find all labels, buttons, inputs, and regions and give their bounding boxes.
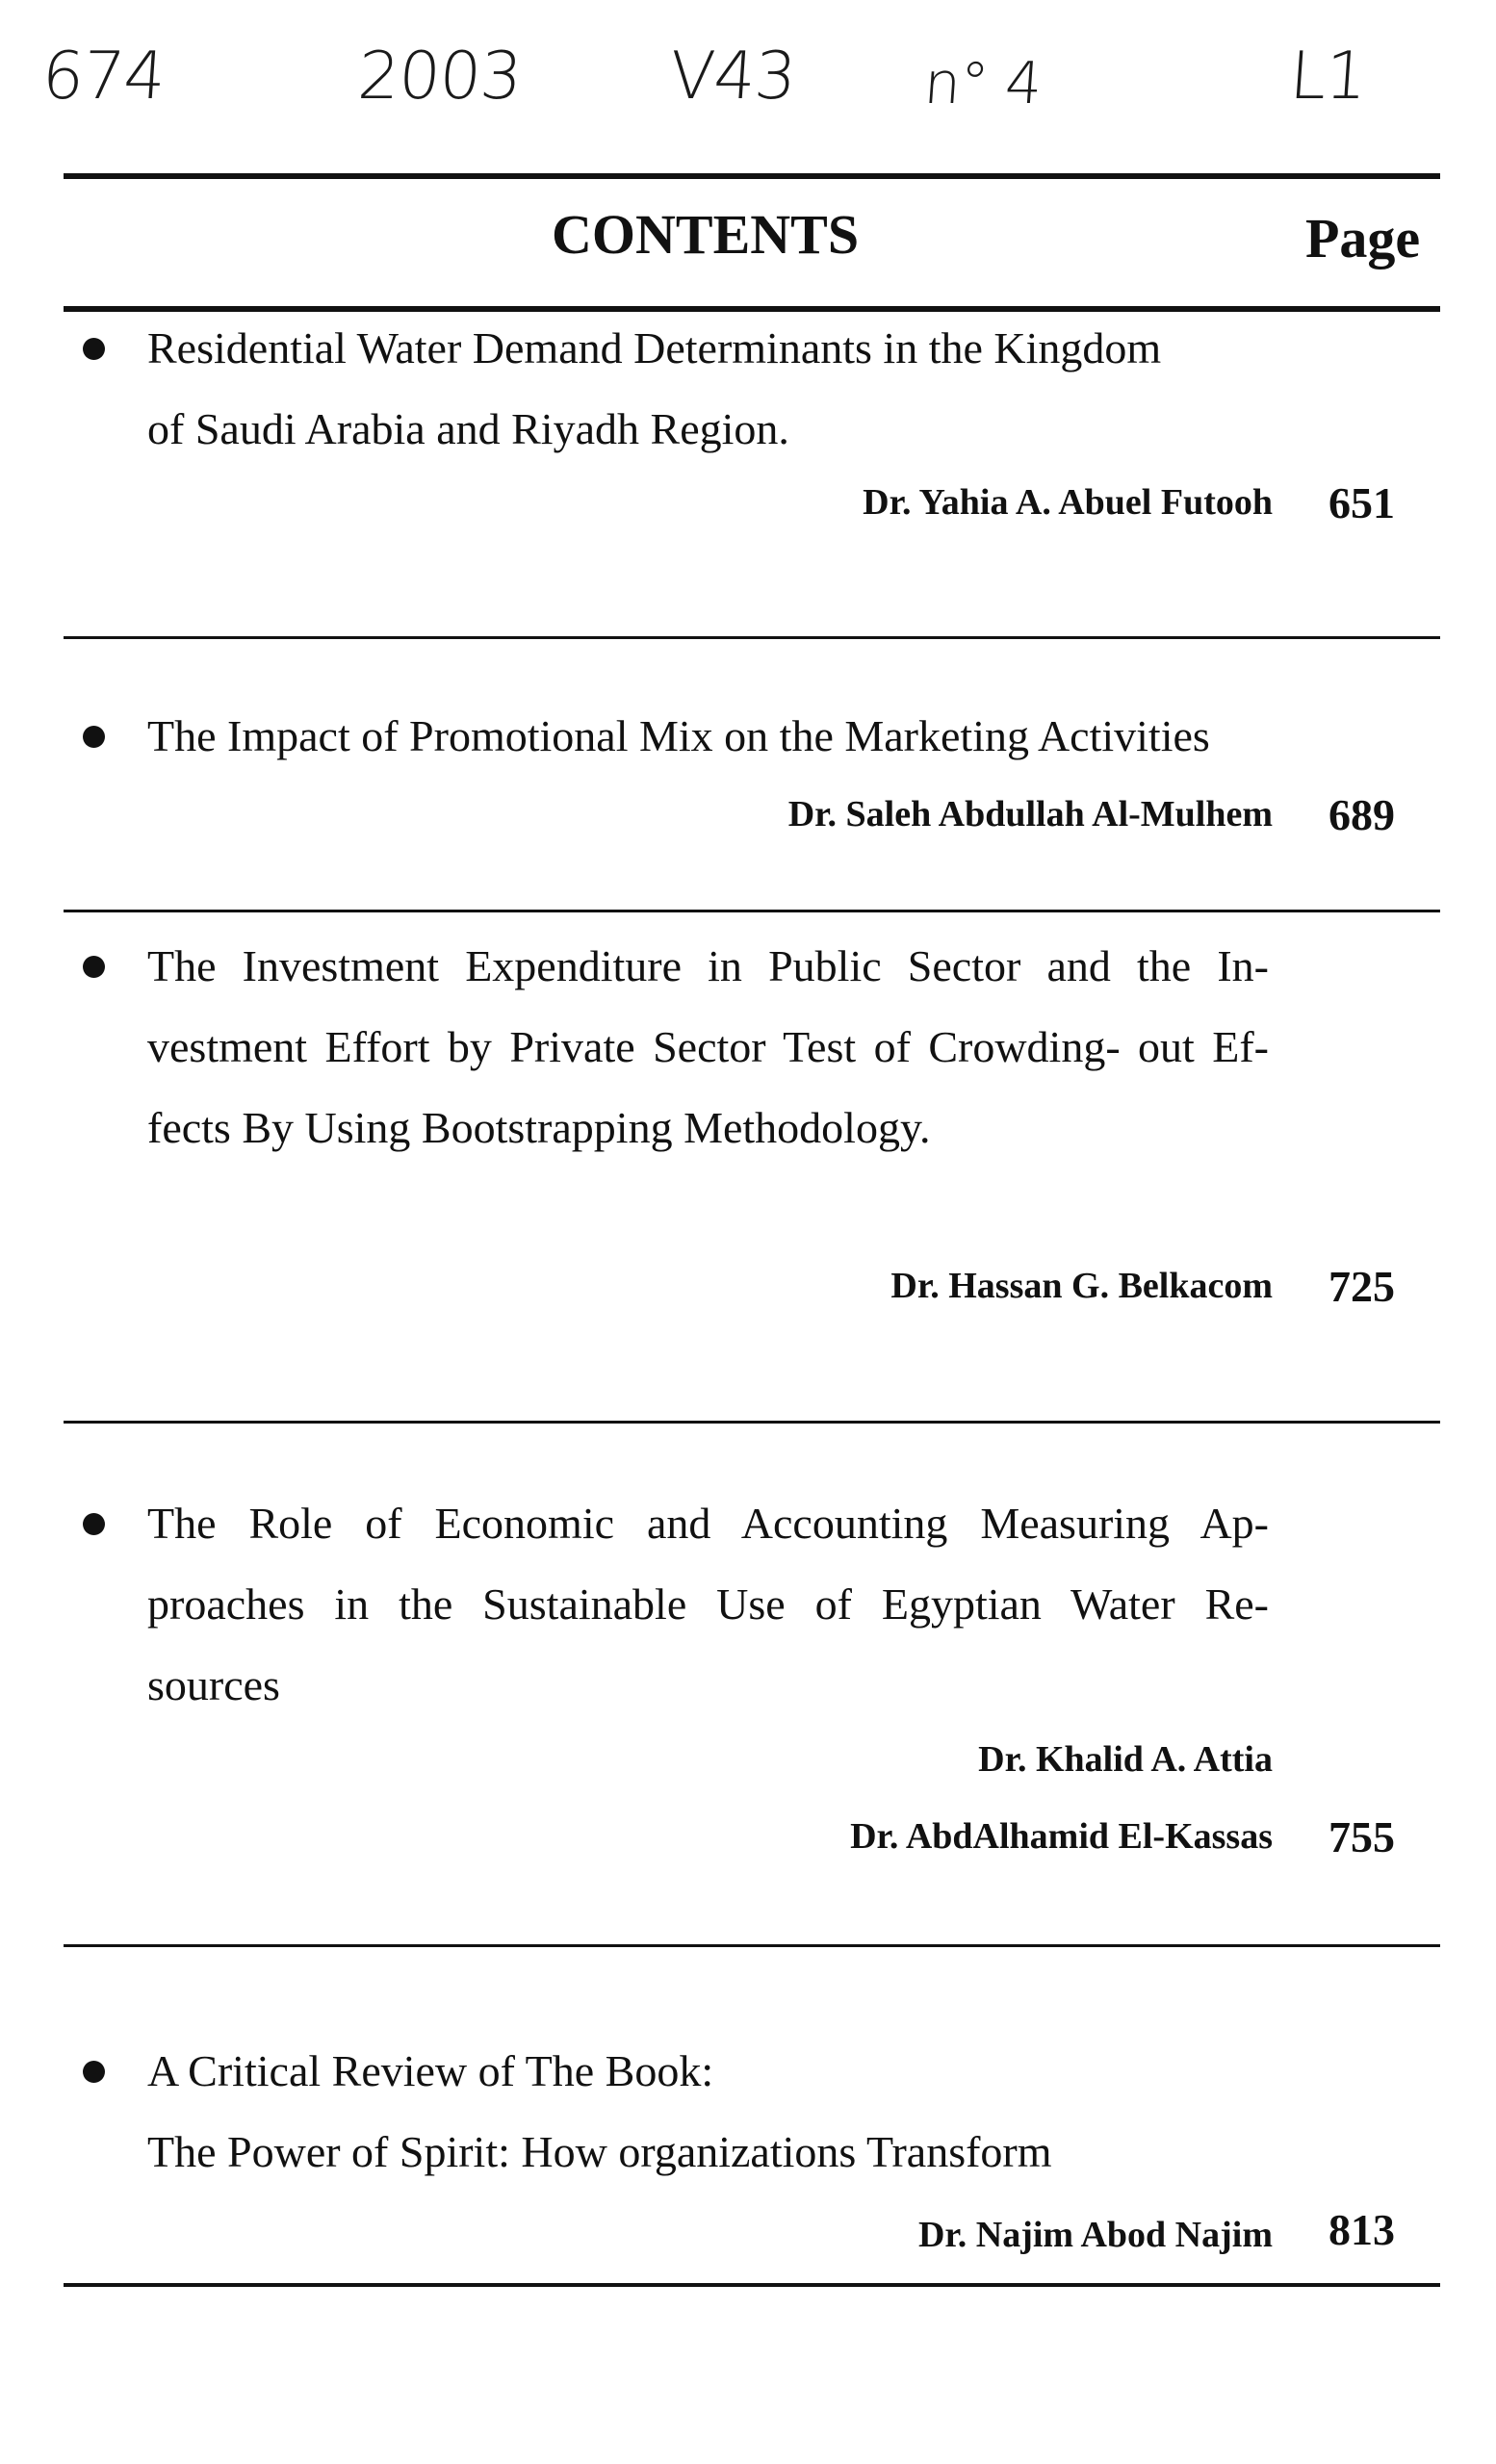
entry-title-line: vestment Effort by Private Sector Test of Crowding- out Ef- [147, 1022, 1269, 1071]
entry-page-number: 755 [1328, 1812, 1395, 1861]
header-top-rule [64, 173, 1440, 179]
bullet-icon [83, 1513, 105, 1535]
entry-title-line: The Investment Expenditure in Public Sector and the In- [147, 941, 1269, 990]
entry-author: Dr. Hassan G. Belkacom [890, 1266, 1273, 1306]
entry-author: Dr. Najim Abod Najim [917, 2215, 1273, 2255]
handwritten-code: 674 [39, 38, 168, 115]
entry-page-number: 651 [1328, 478, 1395, 527]
entry-divider [64, 636, 1440, 639]
contents-title: CONTENTS [552, 203, 860, 266]
entry-title-line: fects By Using Bootstrapping Methodology. [147, 1103, 931, 1152]
entry-title-line: of Saudi Arabia and Riyadh Region. [147, 404, 789, 453]
entry-title-line: The Impact of Promotional Mix on the Marketing Activities [147, 711, 1210, 760]
entry-page-number: 689 [1328, 790, 1395, 839]
page-column-label: Page [1305, 207, 1421, 270]
bullet-icon [83, 338, 105, 360]
entry-page-number: 813 [1328, 2205, 1395, 2254]
entry-page-number: 725 [1328, 1262, 1395, 1311]
handwritten-volume: V43 [667, 38, 798, 115]
handwritten-number: n° 4 [921, 50, 1044, 117]
entry-title [147, 926, 1274, 1168]
entry-title [147, 2031, 1274, 2193]
entry-title [147, 1483, 1274, 1726]
entry-author: Dr. Saleh Abdullah Al-Mulhem [787, 794, 1273, 834]
bullet-icon [83, 956, 105, 978]
bullet-icon [83, 726, 105, 748]
entry-title [147, 696, 1274, 777]
entry-author: Dr. AbdAlhamid El-Kassas [850, 1816, 1273, 1857]
entry-divider [64, 1944, 1440, 1947]
entry-author: Dr. Khalid A. Attia [978, 1739, 1273, 1780]
handwritten-year: 2003 [355, 38, 524, 115]
entry-title-line: The Role of Economic and Accounting Measuring Ap- [147, 1499, 1269, 1548]
bottom-rule [64, 2283, 1440, 2287]
entry-title-line: A Critical Review of The Book: [147, 2046, 714, 2095]
entry-title-line: Residential Water Demand Determinants in the Kingdom [147, 323, 1162, 372]
entry-title [147, 308, 1274, 470]
entry-divider [64, 910, 1440, 912]
entry-divider [64, 1421, 1440, 1424]
bullet-icon [83, 2061, 105, 2083]
entry-title-line: proaches in the Sustainable Use of Egyptian Water Re- [147, 1579, 1269, 1629]
entry-title-line: The Power of Spirit: How organizations Transform [147, 2127, 1052, 2176]
entry-title-line: sources [147, 1660, 280, 1709]
entry-author: Dr. Yahia A. Abuel Futooh [863, 482, 1273, 523]
handwritten-mark: L1 [1287, 38, 1369, 115]
